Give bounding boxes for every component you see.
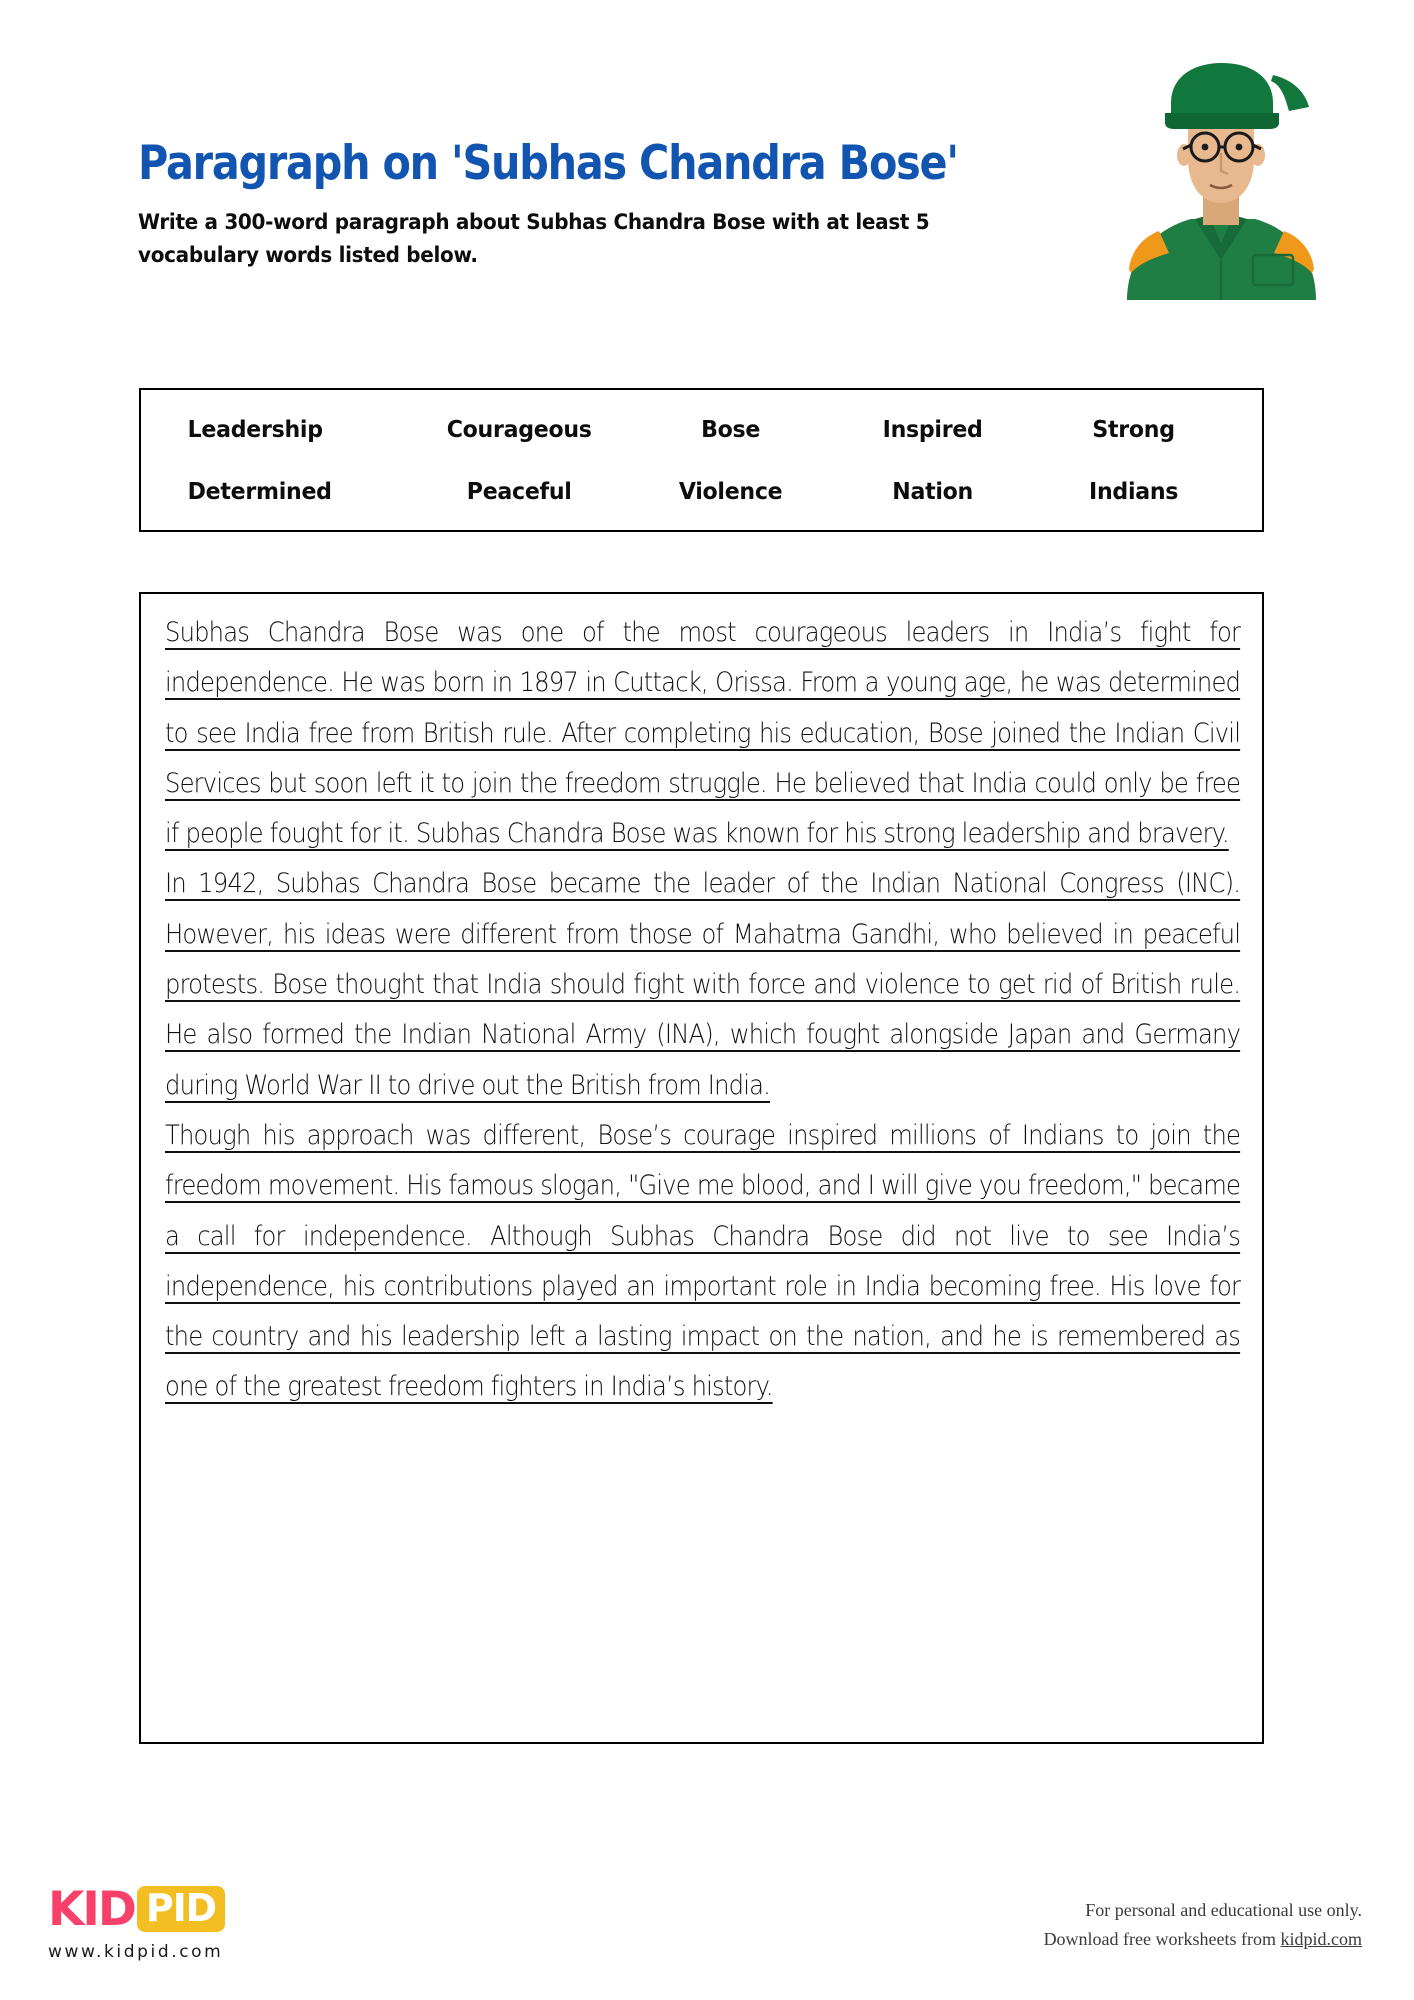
vocabulary-word: Determined: [187, 477, 332, 505]
portrait-svg: [1113, 55, 1328, 300]
logo-wordmark: [48, 1883, 258, 1935]
vocabulary-word: Peaceful: [466, 477, 572, 505]
vocabulary-word: Bose: [701, 415, 761, 443]
worksheet-header: [138, 136, 988, 273]
vocabulary-word: Courageous: [446, 415, 592, 443]
footer-note-personal-use: For personal and educational use only.: [1085, 1899, 1362, 1920]
vocabulary-word: Indians: [1088, 477, 1178, 505]
cap-side-flap: [1271, 75, 1309, 111]
answer-paragraph: In 1942, Subhas Chandra Bose became the leader of the Indian National Congress (INC). However, his ideas were different from those of Mahatma Gandhi, who believed in peaceful protests. Bose thought that India should fight with force and violence to get rid of British rule. He also formed the Indian National Army (INA), which fought alongside Japan and Germany during World War II to drive out the British from India.: [165, 868, 1241, 1101]
vocabulary-row: [175, 460, 1234, 522]
vocabulary-word: Inspired: [882, 415, 983, 443]
vocabulary-row: [175, 398, 1234, 460]
worksheet-instructions: Write a 300-word paragraph about Subhas Chandra Bose with at least 5 vocabulary words listed below.: [138, 209, 930, 269]
footer-usage-notes: [1044, 1896, 1362, 1954]
cap-crown: [1171, 63, 1273, 113]
answer-paragraph: Though his approach was different, Bose’s courage inspired millions of Indians to join the freedom movement. His famous slogan, "Give me blood, and I will give you freedom," became a call for independence. Although Subhas Chandra Bose did not live to see India’s independence, his contributions played an important role in India becoming free. His love for the country and his leadership left a lasting impact on the nation, and he is remembered as one of the greatest freedom fighters in India’s history.: [165, 1119, 1241, 1403]
logo-website-url[interactable]: www.kidpid.com: [48, 1942, 224, 1962]
logo-kid-text: KID: [48, 1881, 135, 1937]
answer-paragraph: Subhas Chandra Bose was one of the most courageous leaders in India’s fight for independence. He was born in 1897 in Cuttack, Orissa. From a young age, he was determined to see India free from British rule. After completing his education, Bose joined the Indian Civil Services but soon left it to join the freedom struggle. He believed that India could only be free if people fought for it. Subhas Chandra Bose was known for his strong leadership and bravery.: [165, 617, 1241, 850]
vocabulary-word: Nation: [891, 477, 973, 505]
logo-pid-text: PID: [145, 1886, 216, 1930]
left-eye: [1202, 144, 1209, 151]
footer-note-download: [1044, 1925, 1362, 1954]
vocabulary-word: Violence: [679, 477, 783, 505]
right-eye: [1236, 144, 1243, 151]
cap-band: [1165, 113, 1279, 129]
vocabulary-word-bank: [139, 388, 1264, 532]
page-title: Paragraph on 'Subhas Chandra Bose': [138, 136, 958, 191]
page-footer: [0, 1820, 1414, 2000]
subhas-chandra-bose-portrait-illustration: [1113, 55, 1328, 300]
vocabulary-word: Strong: [1092, 415, 1175, 443]
logo-pid-badge: [137, 1886, 225, 1932]
vocabulary-word: Leadership: [187, 415, 323, 443]
kidpid-logo[interactable]: [48, 1883, 258, 1962]
answer-paragraph-box[interactable]: [139, 592, 1264, 1744]
footer-kidpid-link[interactable]: kidpid.com: [1280, 1928, 1362, 1949]
footer-note-download-prefix: Download free worksheets from: [1043, 1928, 1281, 1949]
